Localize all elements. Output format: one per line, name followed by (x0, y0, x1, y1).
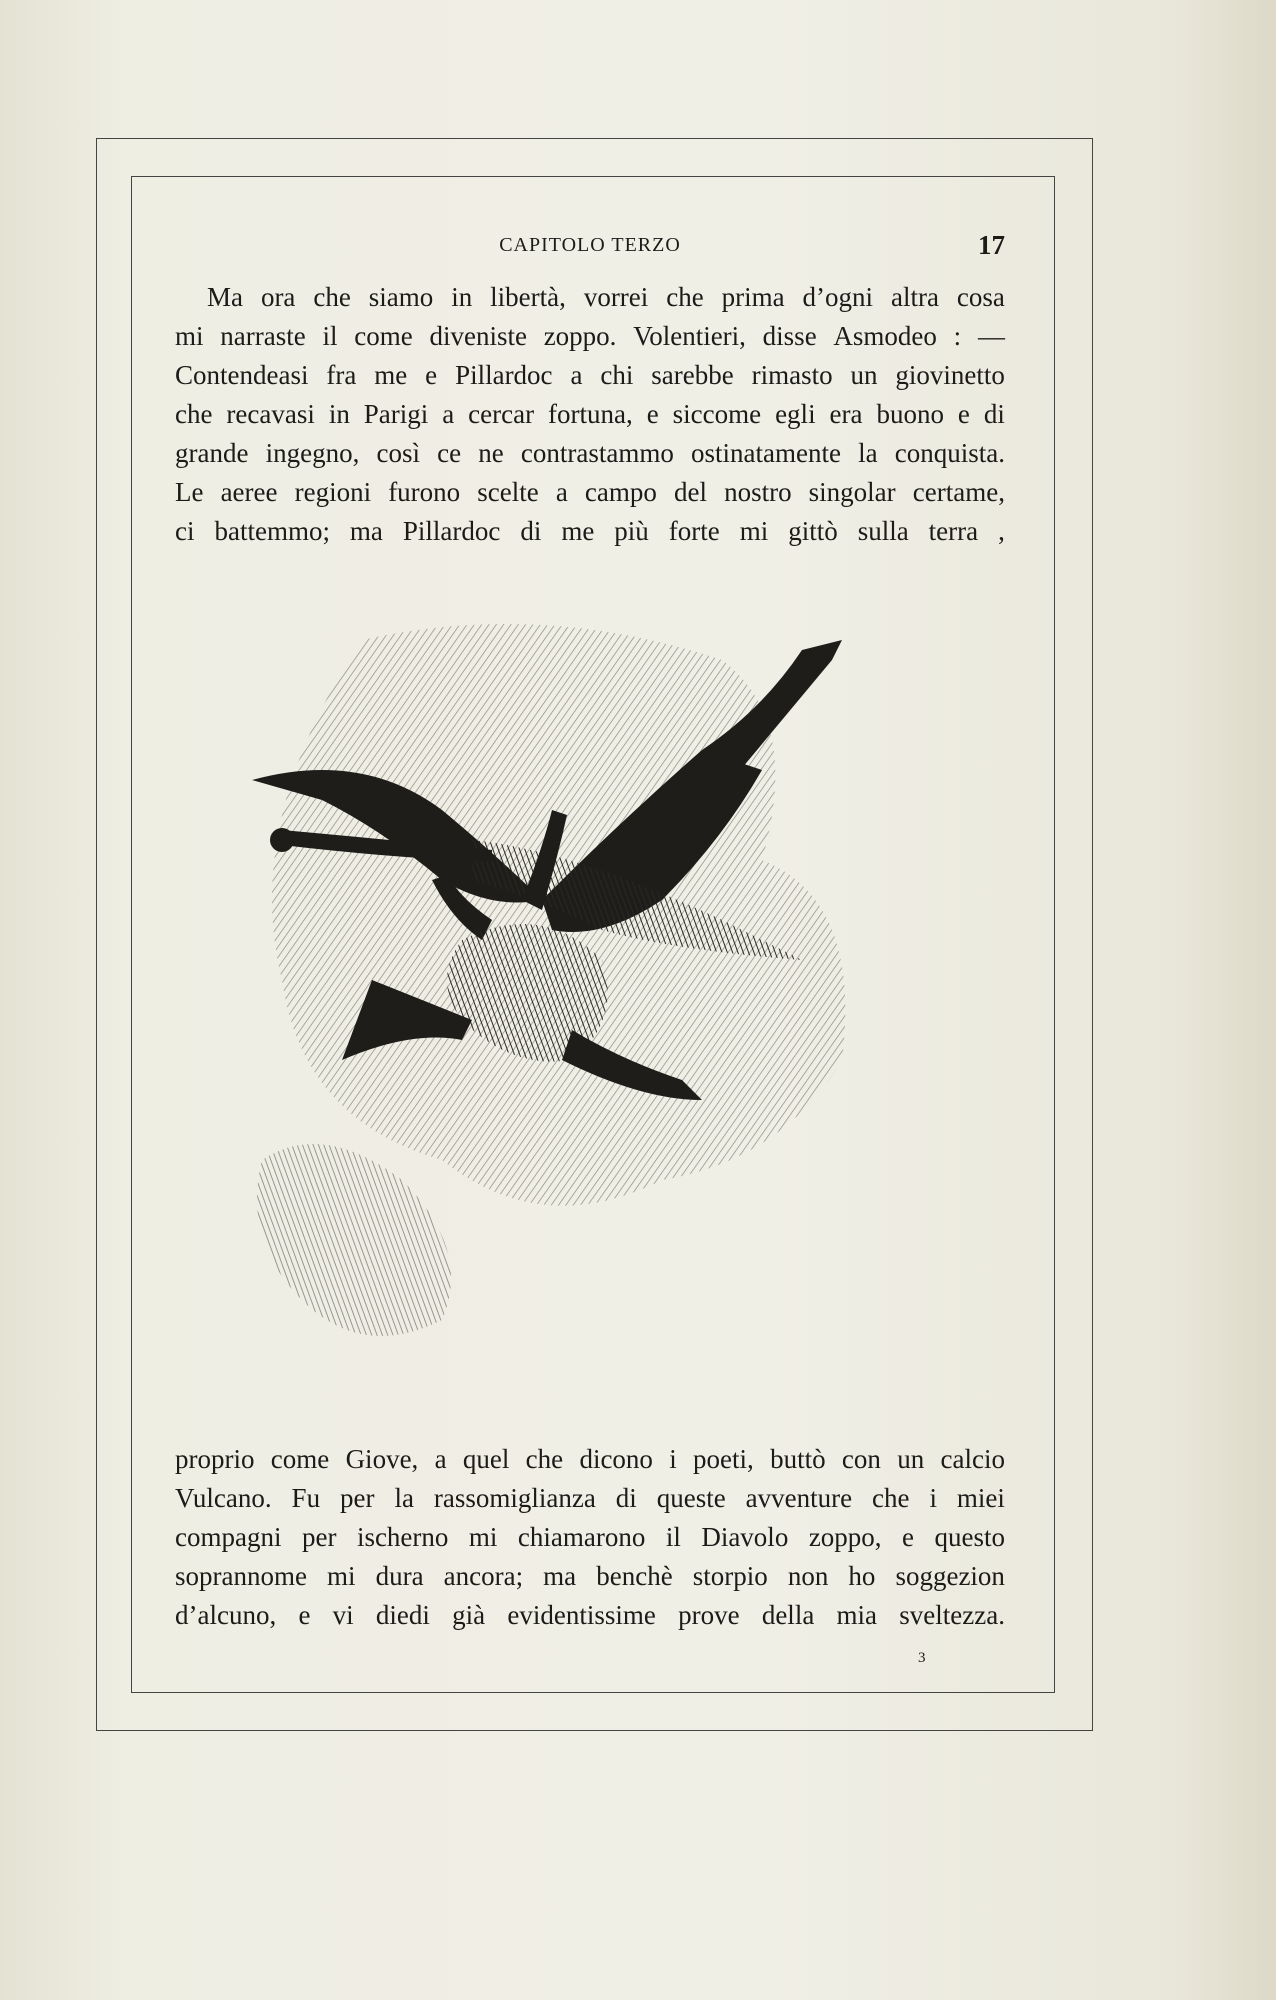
bottom-paragraph (175, 1440, 1005, 1635)
engraving-falling-devils (242, 600, 938, 1352)
signature-mark: 3 (918, 1650, 926, 1666)
text-line: che recavasi in Parigi a cercar fortuna, e siccome egli era buono e di (175, 399, 1005, 429)
chapter-title: CAPITOLO TERZO (499, 234, 681, 256)
text-line: Ma ora che siamo in libertà, vorrei che prima d’ogni altra cosa (207, 282, 1005, 312)
text-line: Vulcano. Fu per la rassomiglianza di queste avventure che i miei (175, 1483, 1005, 1513)
text-line: Contendeasi fra me e Pillardoc a chi sarebbe rimasto un giovinetto (175, 360, 1005, 390)
page-number: 17 (978, 230, 1005, 260)
text-line: proprio come Giove, a quel che dicono i poeti, buttò con un calcio (175, 1444, 1005, 1474)
text-line: compagni per ischerno mi chiamarono il Diavolo zoppo, e questo (175, 1522, 1005, 1552)
text-line: mi narraste il come diveniste zoppo. Volentieri, disse Asmodeo : — (175, 321, 1005, 351)
top-paragraph (175, 278, 1005, 551)
text-line: soprannome mi dura ancora; ma benchè storpio non ho soggezion (175, 1561, 1005, 1591)
running-head (175, 230, 1005, 264)
text-line: grande ingegno, così ce ne contrastammo ostinatamente la conquista. (175, 438, 1005, 468)
text-line: d’alcuno, e vi diedi già evidentissime prove della mia sveltezza. (175, 1600, 1005, 1630)
text-line: ci battemmo; ma Pillardoc di me più forte mi gittò sulla terra , (175, 516, 1005, 546)
text-line: Le aeree regioni furono scelte a campo del nostro singolar certame, (175, 477, 1005, 507)
